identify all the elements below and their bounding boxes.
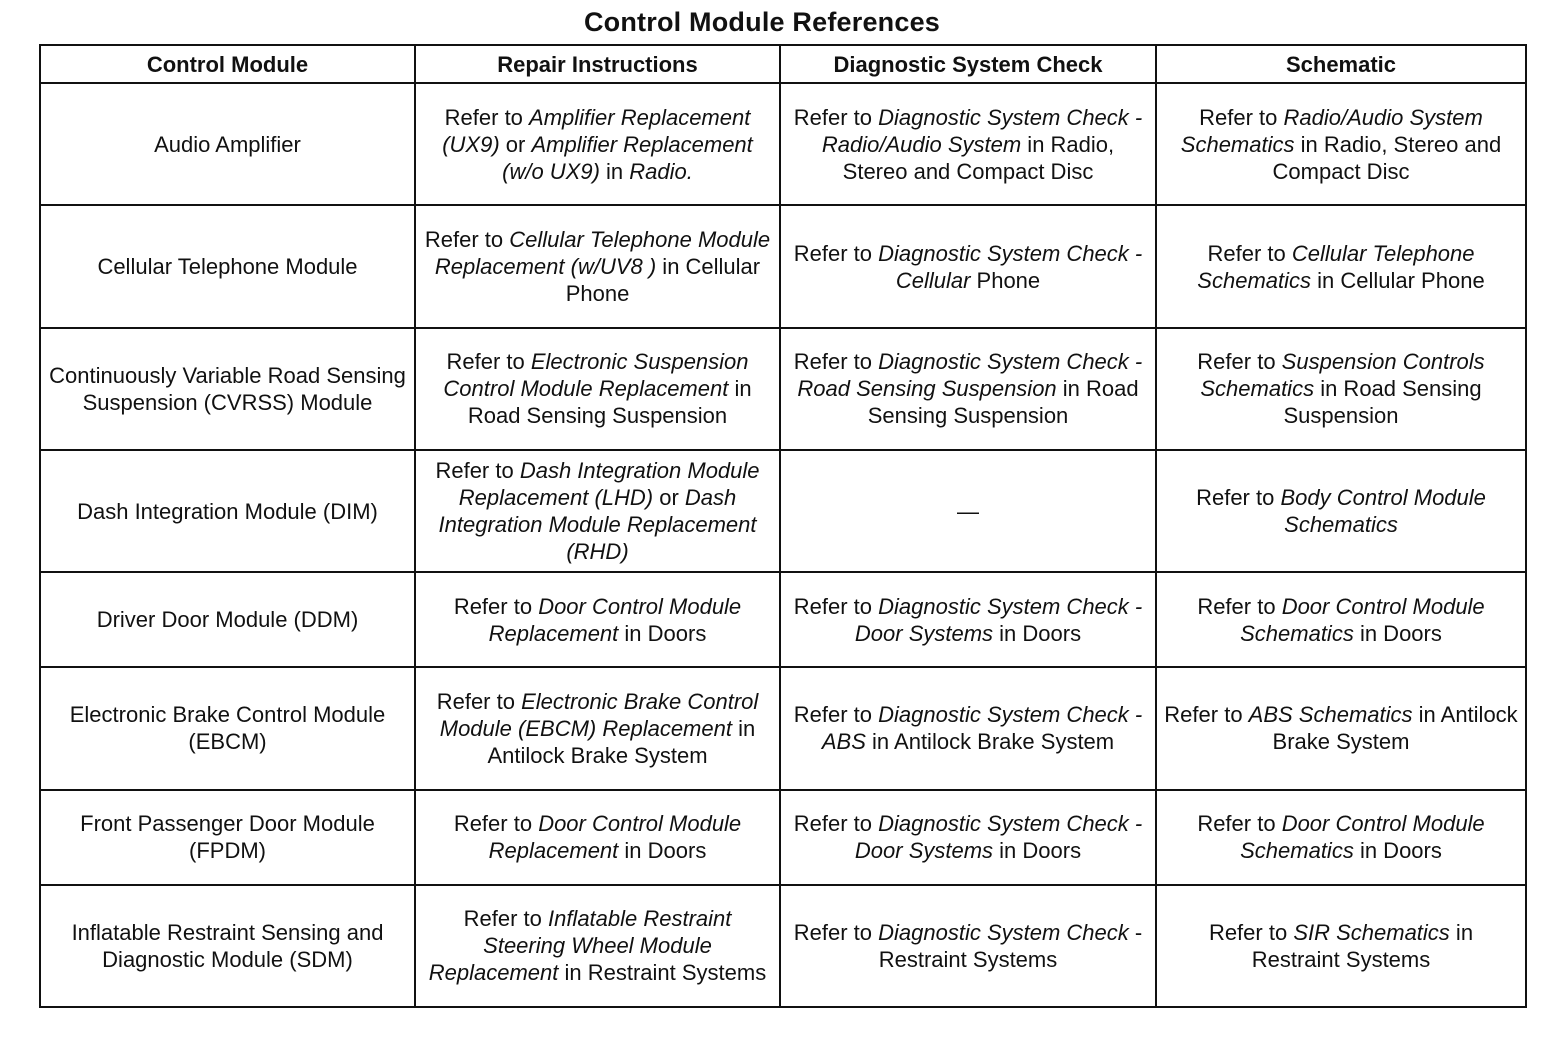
header-control-module: Control Module	[40, 45, 415, 83]
repair-text: in Doors	[618, 838, 707, 864]
repair-link: Cellular Telephone Module Replacement (w/UV8 )	[434, 227, 771, 280]
repair-cell	[415, 205, 780, 327]
repair-text: in Antilock Brake System	[487, 715, 756, 768]
schematic-link: Cellular Telephone Schematics	[1197, 240, 1475, 293]
control-module-table	[39, 44, 1527, 1008]
repair-cell	[415, 790, 780, 885]
schematic-link: SIR Schematics	[1293, 919, 1450, 945]
schematic-cell	[1156, 790, 1526, 885]
header-row	[40, 45, 1526, 83]
schematic-link: ABS Schematics	[1248, 702, 1413, 728]
repair-text: Refer to	[435, 458, 520, 484]
header-schematic: Schematic	[1156, 45, 1526, 83]
table-row	[40, 572, 1526, 667]
diagnostic-link: Diagnostic System Check - Cellular	[878, 240, 1143, 293]
diagnostic-text: in Doors	[993, 620, 1082, 646]
diagnostic-text: Refer to	[793, 919, 879, 945]
diagnostic-text: Refer to	[793, 240, 879, 266]
repair-text: Refer to	[463, 906, 548, 932]
schematic-text: in Restraint Systems	[1251, 919, 1474, 972]
schematic-cell	[1156, 572, 1526, 667]
repair-text: Refer to	[446, 349, 531, 375]
schematic-link: Door Control Module Schematics	[1240, 593, 1485, 646]
schematic-text: Refer to	[1197, 349, 1282, 375]
repair-text: Refer to	[453, 593, 539, 619]
diagnostic-link: Diagnostic System Check - Radio/Audio System	[821, 104, 1143, 157]
schematic-cell	[1156, 667, 1526, 789]
schematic-text: Refer to	[1199, 104, 1284, 130]
diagnostic-text: in Doors	[993, 838, 1082, 864]
repair-text: in	[599, 158, 630, 184]
diagnostic-cell	[780, 83, 1156, 205]
header-diagnostic-system-check: Diagnostic System Check	[780, 45, 1156, 83]
table-row	[40, 205, 1526, 327]
repair-link: Inflatable Restraint Steering Wheel Module Replacement	[428, 906, 732, 986]
module-cell: Continuously Variable Road Sensing Suspension (CVRSS) Module	[40, 328, 415, 450]
repair-link: Door Control Module Replacement	[488, 811, 742, 864]
module-cell: Cellular Telephone Module	[40, 205, 415, 327]
module-cell: Driver Door Module (DDM)	[40, 572, 415, 667]
schematic-cell	[1156, 328, 1526, 450]
table-row	[40, 667, 1526, 789]
repair-text: or	[653, 485, 685, 511]
repair-text: in Cellular Phone	[565, 254, 761, 307]
schematic-text: in Radio, Stereo and Compact Disc	[1272, 131, 1502, 184]
table-row	[40, 450, 1526, 572]
repair-text: or	[499, 131, 532, 157]
diagnostic-text: Refer to	[793, 811, 879, 837]
repair-link: Electronic Brake Control Module (EBCM) Replacement	[439, 688, 759, 741]
repair-cell	[415, 328, 780, 450]
repair-cell	[415, 667, 780, 789]
schematic-link: Door Control Module Schematics	[1240, 811, 1485, 864]
repair-link: Dash Integration Module Replacement (LHD)	[458, 458, 760, 511]
schematic-link: Suspension Controls Schematics	[1200, 349, 1485, 402]
diagnostic-text: Refer to	[793, 104, 879, 130]
repair-link: Amplifier Replacement (UX9)	[442, 104, 751, 157]
repair-link: Door Control Module Replacement	[488, 593, 742, 646]
schematic-cell	[1156, 83, 1526, 205]
repair-link: Amplifier Replacement (w/o UX9)	[502, 131, 753, 184]
schematic-text: Refer to	[1196, 485, 1281, 511]
repair-cell	[415, 572, 780, 667]
repair-text: Refer to	[436, 688, 522, 714]
diagnostic-cell	[780, 667, 1156, 789]
page-title: Control Module References	[583, 7, 941, 37]
repair-cell	[415, 450, 780, 572]
repair-text: Refer to	[453, 811, 539, 837]
schematic-text: in Antilock Brake System	[1272, 702, 1518, 755]
repair-text: Refer to	[444, 104, 530, 130]
diagnostic-text: Refer to	[793, 702, 879, 728]
diagnostic-cell	[780, 205, 1156, 327]
schematic-text: in Doors	[1353, 620, 1442, 646]
repair-cell	[415, 83, 780, 205]
repair-link: Dash Integration Module Replacement (RHD)	[438, 485, 757, 565]
diagnostic-link: Diagnostic System Check	[878, 919, 1129, 945]
diagnostic-text: Refer to	[793, 349, 879, 375]
module-cell: Inflatable Restraint Sensing and Diagnostic Module (SDM)	[40, 885, 415, 1007]
diagnostic-link: Diagnostic System Check - Door Systems	[854, 811, 1143, 864]
module-cell: Front Passenger Door Module (FPDM)	[40, 790, 415, 885]
repair-text: in Doors	[618, 620, 707, 646]
schematic-cell	[1156, 885, 1526, 1007]
diagnostic-cell	[780, 885, 1156, 1007]
schematic-link: Body Control Module Schematics	[1280, 485, 1486, 538]
module-cell: Audio Amplifier	[40, 83, 415, 205]
schematic-text: Refer to	[1207, 240, 1292, 266]
diagnostic-text: in Road Sensing Suspension	[867, 376, 1139, 429]
diagnostic-text: in Antilock Brake System	[865, 729, 1115, 755]
header-repair-instructions: Repair Instructions	[415, 45, 780, 83]
table-row	[40, 83, 1526, 205]
schematic-cell	[1156, 205, 1526, 327]
schematic-text: in Road Sensing Suspension	[1283, 376, 1482, 429]
schematic-text: in Doors	[1353, 838, 1442, 864]
repair-cell	[415, 885, 780, 1007]
schematic-link: Radio/Audio System Schematics	[1180, 104, 1483, 157]
module-cell: Electronic Brake Control Module (EBCM)	[40, 667, 415, 789]
diagnostic-text: in Radio, Stereo and Compact Disc	[842, 131, 1115, 184]
repair-link: Radio.	[629, 158, 693, 184]
table-row	[40, 790, 1526, 885]
diagnostic-link: Diagnostic System Check - ABS	[821, 702, 1143, 755]
schematic-text: Refer to	[1208, 919, 1294, 945]
diagnostic-text: - Restraint Systems	[878, 919, 1143, 972]
repair-text: Refer to	[424, 227, 510, 253]
table-row	[40, 328, 1526, 450]
diagnostic-empty-dash: —	[957, 498, 979, 524]
diagnostic-cell	[780, 450, 1156, 572]
diagnostic-cell	[780, 328, 1156, 450]
schematic-text: Refer to	[1197, 593, 1282, 619]
module-cell: Dash Integration Module (DIM)	[40, 450, 415, 572]
diagnostic-cell	[780, 790, 1156, 885]
schematic-text: Refer to	[1197, 811, 1282, 837]
diagnostic-cell	[780, 572, 1156, 667]
diagnostic-link: Diagnostic System Check - Road Sensing Suspension	[797, 349, 1143, 402]
schematic-text: Refer to	[1164, 702, 1249, 728]
repair-link: Electronic Suspension Control Module Replacement	[443, 349, 749, 402]
diagnostic-text: Refer to	[793, 593, 879, 619]
repair-text: in Road Sensing Suspension	[467, 376, 752, 429]
diagnostic-link: Diagnostic System Check - Door Systems	[854, 593, 1143, 646]
schematic-cell	[1156, 450, 1526, 572]
repair-text: in Restraint Systems	[558, 960, 767, 986]
diagnostic-text: Phone	[970, 267, 1041, 293]
table-row	[40, 885, 1526, 1007]
schematic-text: in Cellular Phone	[1311, 267, 1485, 293]
